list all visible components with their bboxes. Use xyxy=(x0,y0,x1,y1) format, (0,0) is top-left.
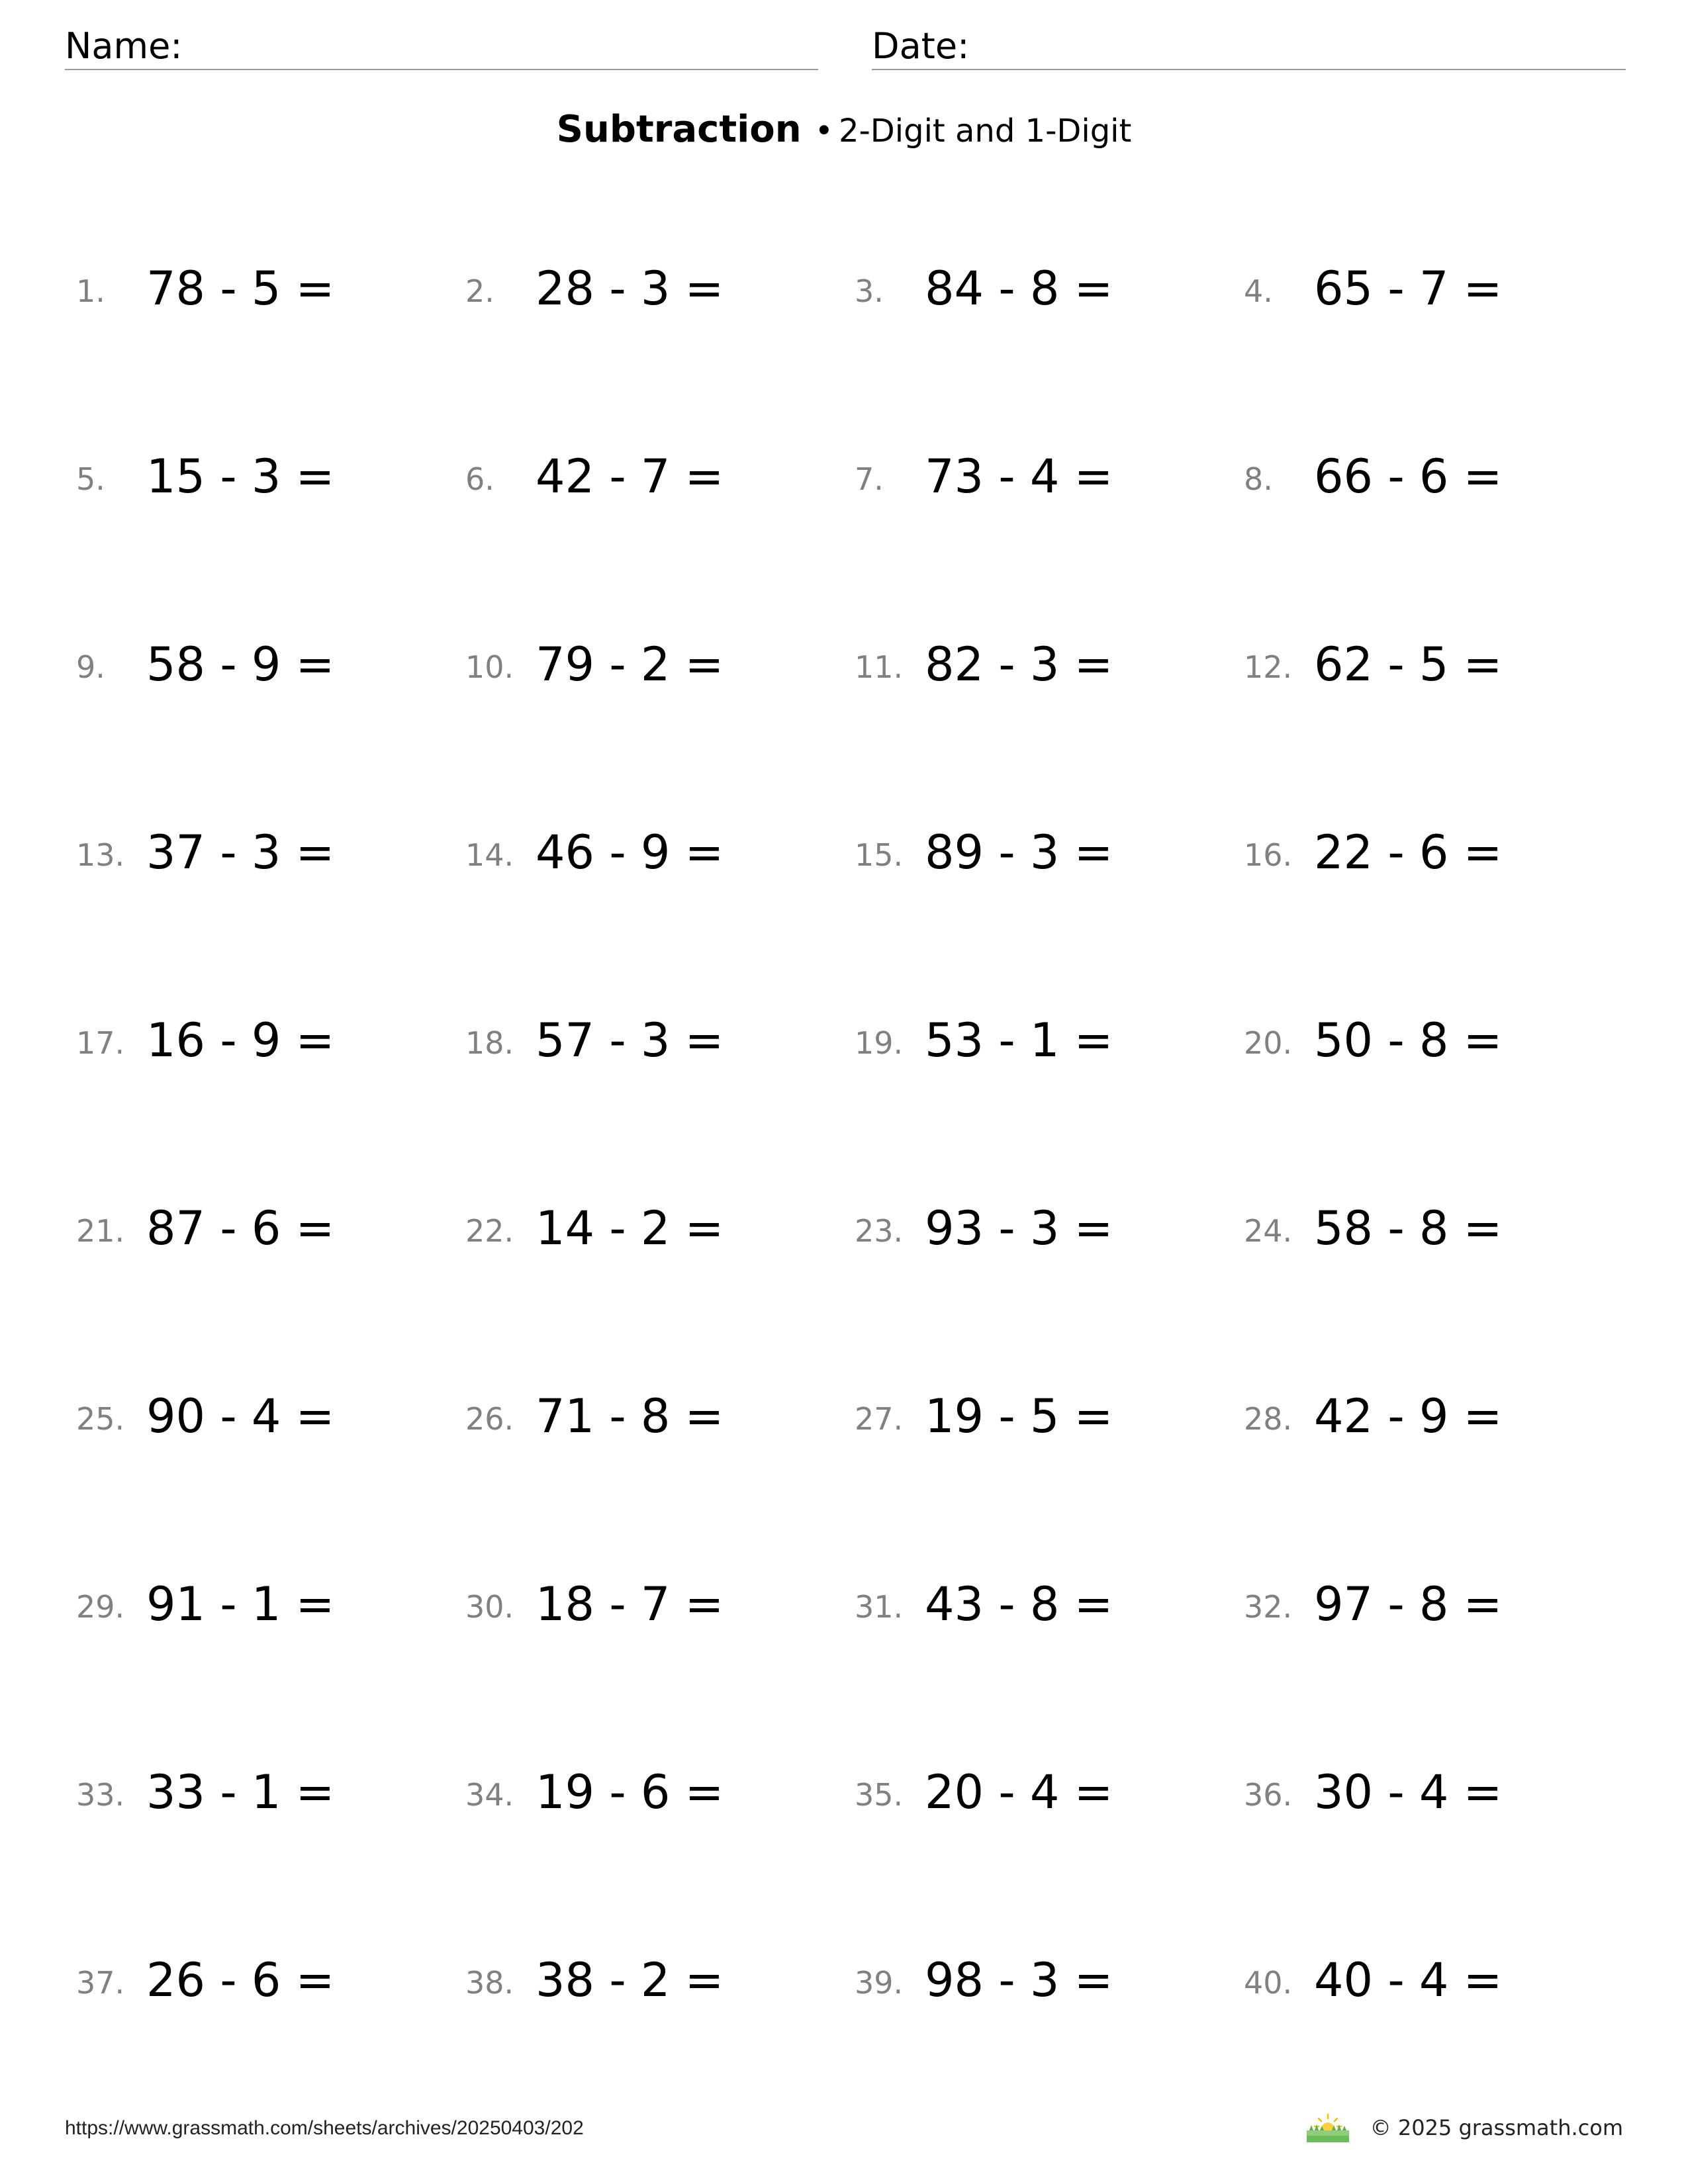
problem-number: 35. xyxy=(855,1777,904,1813)
date-field[interactable] xyxy=(872,24,1626,70)
problem-number: 13. xyxy=(76,837,125,873)
problem-expression: 33 - 1 = xyxy=(146,1765,335,1819)
problem-item xyxy=(855,631,1244,698)
problem-number: 26. xyxy=(465,1401,514,1437)
problem-item xyxy=(855,1007,1244,1073)
name-label: Name: xyxy=(65,25,183,67)
problem-item xyxy=(1244,1007,1633,1073)
problem-item xyxy=(465,1195,855,1261)
problem-number: 34. xyxy=(465,1777,514,1813)
problem-expression: 42 - 9 = xyxy=(1314,1389,1503,1443)
problem-item xyxy=(76,1947,465,2013)
problem-expression: 79 - 2 = xyxy=(536,637,724,692)
problem-item xyxy=(1244,1383,1633,1449)
problem-expression: 93 - 3 = xyxy=(925,1201,1113,1255)
problem-item xyxy=(465,1759,855,1825)
problem-item xyxy=(855,1759,1244,1825)
problem-item xyxy=(76,1195,465,1261)
problem-number: 1. xyxy=(76,273,105,309)
problem-expression: 28 - 3 = xyxy=(536,261,724,316)
problem-item xyxy=(465,1571,855,1637)
problem-item xyxy=(855,1571,1244,1637)
problem-expression: 43 - 8 = xyxy=(925,1577,1113,1631)
problem-number: 40. xyxy=(1244,1965,1293,2001)
problem-item xyxy=(1244,443,1633,510)
problem-expression: 71 - 8 = xyxy=(536,1389,724,1443)
problem-item xyxy=(76,1759,465,1825)
problem-number: 38. xyxy=(465,1965,514,2001)
problem-number: 32. xyxy=(1244,1589,1293,1625)
problem-item xyxy=(76,1383,465,1449)
problem-expression: 97 - 8 = xyxy=(1314,1577,1503,1631)
problem-number: 4. xyxy=(1244,273,1273,309)
problem-item xyxy=(855,443,1244,510)
problem-number: 31. xyxy=(855,1589,904,1625)
problem-item xyxy=(1244,819,1633,886)
copyright-text: © 2025 grassmath.com xyxy=(1370,2115,1623,2140)
problem-expression: 98 - 3 = xyxy=(925,1953,1113,2007)
problem-expression: 66 - 6 = xyxy=(1314,449,1503,504)
problem-number: 15. xyxy=(855,837,904,873)
problem-number: 8. xyxy=(1244,461,1273,497)
title-subtitle: 2-Digit and 1-Digit xyxy=(838,113,1132,150)
problem-expression: 87 - 6 = xyxy=(146,1201,335,1255)
problem-expression: 57 - 3 = xyxy=(536,1013,724,1068)
problem-item xyxy=(1244,255,1633,322)
problem-number: 39. xyxy=(855,1965,904,2001)
problem-item xyxy=(855,1383,1244,1449)
problem-expression: 46 - 9 = xyxy=(536,825,724,880)
problem-item xyxy=(1244,1947,1633,2013)
footer-url: https://www.grassmath.com/sheets/archives/20250403/202 xyxy=(65,2117,584,2139)
title-bullet: • xyxy=(814,113,833,150)
problem-expression: 50 - 8 = xyxy=(1314,1013,1503,1068)
problem-item xyxy=(465,631,855,698)
problem-expression: 16 - 9 = xyxy=(146,1013,335,1068)
problem-item xyxy=(465,819,855,886)
problem-number: 37. xyxy=(76,1965,125,2001)
date-label: Date: xyxy=(872,25,970,67)
problem-number: 10. xyxy=(465,649,514,685)
problem-item xyxy=(465,1947,855,2013)
problem-expression: 15 - 3 = xyxy=(146,449,335,504)
problem-number: 36. xyxy=(1244,1777,1293,1813)
problem-number: 3. xyxy=(855,273,884,309)
footer-branding xyxy=(1305,2111,1623,2144)
problem-number: 25. xyxy=(76,1401,125,1437)
problem-item xyxy=(76,819,465,886)
problem-item xyxy=(855,819,1244,886)
problem-number: 9. xyxy=(76,649,105,685)
problem-number: 6. xyxy=(465,461,494,497)
problem-expression: 26 - 6 = xyxy=(146,1953,335,2007)
problem-item xyxy=(855,1947,1244,2013)
problem-item xyxy=(76,255,465,322)
problem-expression: 40 - 4 = xyxy=(1314,1953,1503,2007)
problem-expression: 65 - 7 = xyxy=(1314,261,1503,316)
problem-expression: 90 - 4 = xyxy=(146,1389,335,1443)
problem-item xyxy=(465,1007,855,1073)
problem-item xyxy=(1244,1571,1633,1637)
problem-number: 27. xyxy=(855,1401,904,1437)
problem-expression: 38 - 2 = xyxy=(536,1953,724,2007)
problem-expression: 78 - 5 = xyxy=(146,261,335,316)
grass-sun-logo-icon xyxy=(1305,2112,1350,2144)
problem-expression: 58 - 9 = xyxy=(146,637,335,692)
problem-expression: 19 - 5 = xyxy=(925,1389,1113,1443)
problem-number: 28. xyxy=(1244,1401,1293,1437)
problem-number: 20. xyxy=(1244,1025,1293,1061)
problem-number: 24. xyxy=(1244,1213,1293,1249)
problem-number: 16. xyxy=(1244,837,1293,873)
problem-expression: 14 - 2 = xyxy=(536,1201,724,1255)
worksheet-title xyxy=(0,103,1688,165)
problem-expression: 42 - 7 = xyxy=(536,449,724,504)
problem-number: 17. xyxy=(76,1025,125,1061)
problem-expression: 53 - 1 = xyxy=(925,1013,1113,1068)
problem-number: 22. xyxy=(465,1213,514,1249)
problem-number: 29. xyxy=(76,1589,125,1625)
problem-number: 23. xyxy=(855,1213,904,1249)
problem-number: 7. xyxy=(855,461,884,497)
problem-expression: 62 - 5 = xyxy=(1314,637,1503,692)
problem-number: 21. xyxy=(76,1213,125,1249)
title-main: Subtraction xyxy=(556,108,802,151)
problem-expression: 19 - 6 = xyxy=(536,1765,724,1819)
problem-grid xyxy=(76,255,1632,2148)
problem-item xyxy=(465,255,855,322)
problem-expression: 20 - 4 = xyxy=(925,1765,1113,1819)
problem-expression: 82 - 3 = xyxy=(925,637,1113,692)
problem-number: 19. xyxy=(855,1025,904,1061)
problem-number: 30. xyxy=(465,1589,514,1625)
problem-expression: 58 - 8 = xyxy=(1314,1201,1503,1255)
problem-number: 5. xyxy=(76,461,105,497)
problem-item xyxy=(465,1383,855,1449)
problem-number: 33. xyxy=(76,1777,125,1813)
problem-item xyxy=(76,631,465,698)
problem-item xyxy=(76,1007,465,1073)
problem-item xyxy=(855,255,1244,322)
problem-expression: 91 - 1 = xyxy=(146,1577,335,1631)
problem-expression: 89 - 3 = xyxy=(925,825,1113,880)
problem-number: 12. xyxy=(1244,649,1293,685)
problem-item xyxy=(1244,631,1633,698)
problem-number: 11. xyxy=(855,649,904,685)
problem-item xyxy=(1244,1195,1633,1261)
problem-number: 2. xyxy=(465,273,494,309)
problem-item xyxy=(855,1195,1244,1261)
problem-item xyxy=(1244,1759,1633,1825)
problem-item xyxy=(465,443,855,510)
problem-expression: 30 - 4 = xyxy=(1314,1765,1503,1819)
problem-expression: 84 - 8 = xyxy=(925,261,1113,316)
problem-number: 18. xyxy=(465,1025,514,1061)
problem-expression: 22 - 6 = xyxy=(1314,825,1503,880)
problem-expression: 73 - 4 = xyxy=(925,449,1113,504)
problem-expression: 18 - 7 = xyxy=(536,1577,724,1631)
name-field[interactable] xyxy=(65,24,818,70)
problem-expression: 37 - 3 = xyxy=(146,825,335,880)
problem-number: 14. xyxy=(465,837,514,873)
problem-item xyxy=(76,443,465,510)
problem-item xyxy=(76,1571,465,1637)
